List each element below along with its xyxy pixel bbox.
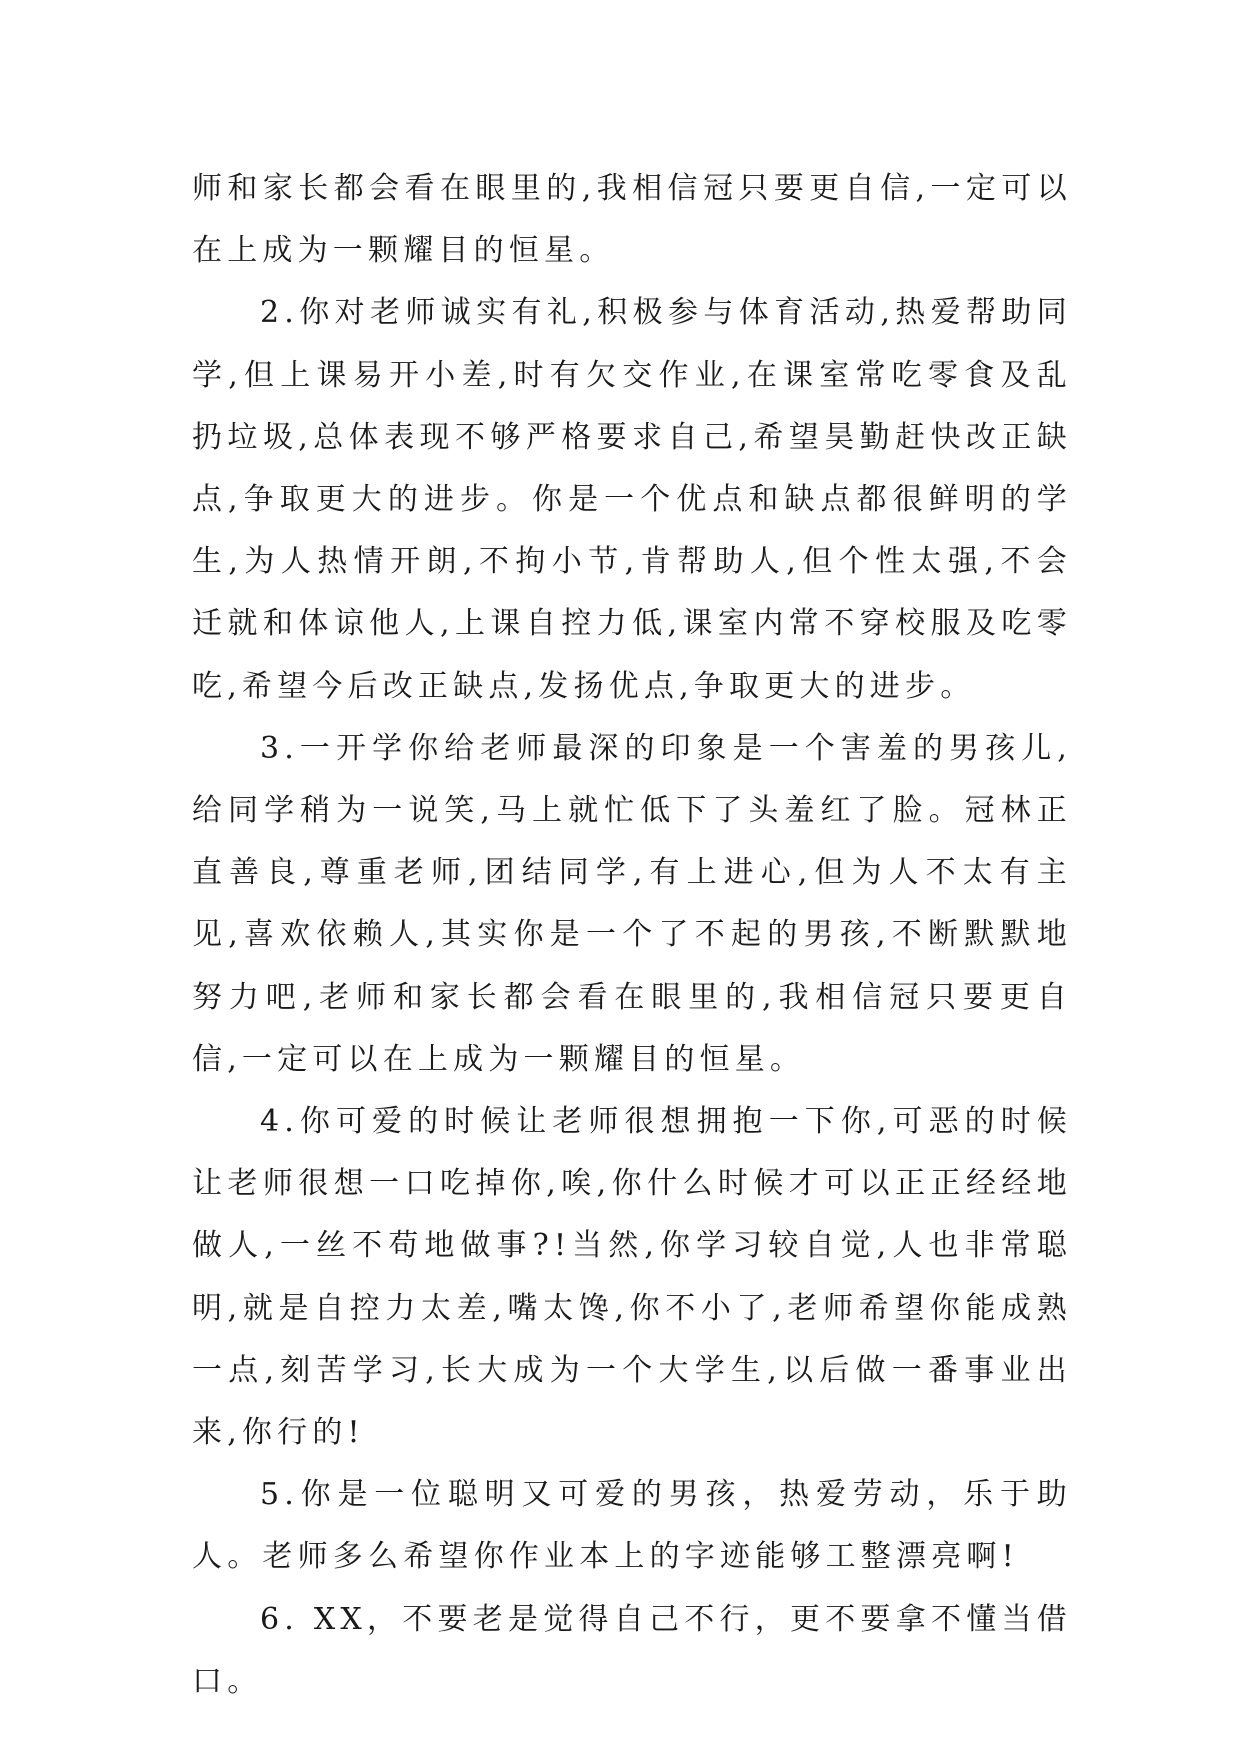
paragraph-comment-5: 5.你是一位聪明又可爱的男孩，热爱劳动，乐于助人。老师多么希望你作业本上的字迹能够工整漂亮啊! xyxy=(192,1477,1072,1575)
paragraph-comment-4: 4.你可爱的时候让老师很想拥抱一下你,可恶的时候让老师很想一口吃掉你,唉,你什么时候才可以正正经经地做人,一丝不苟地做事?!当然,你学习较自觉,人也非常聪明,就是自控力太差,嘴太馋,你不小了,老师希望你能成熟一点,刻苦学习,长大成为一个大学生,以后做一番事业出来,你行的! xyxy=(192,1104,1072,1451)
document-body xyxy=(192,158,1072,1713)
paragraph-comment-3: 3.一开学你给老师最深的印象是一个害羞的男孩儿,给同学稍为一说笑,马上就忙低下了头羞红了脸。冠林正直善良,尊重老师,团结同学,有上进心,但为人不太有主见,喜欢依赖人,其实你是一个了不起的男孩,不断默默地努力吧,老师和家长都会看在眼里的,我相信冠只要更自信,一定可以在上成为一颗耀目的恒星。 xyxy=(192,730,1072,1077)
paragraph-continued: 师和家长都会看在眼里的,我相信冠只要更自信,一定可以在上成为一颗耀目的恒星。 xyxy=(192,171,1072,269)
paragraph-comment-2: 2.你对老师诚实有礼,积极参与体育活动,热爱帮助同学,但上课易开小差,时有欠交作业,在课室常吃零食及乱扔垃圾,总体表现不够严格要求自己,希望昊勤赶快改正缺点,争取更大的进步。你是一个优点和缺点都很鲜明的学生,为人热情开朗,不拘小节,肯帮助人,但个性太强,不会迁就和体谅他人,上课自控力低,课室内常不穿校服及吃零吃,希望今后改正缺点,发扬优点,争取更大的进步。 xyxy=(192,295,1072,704)
paragraph-comment-6: 6. XX，不要老是觉得自己不行，更不要拿不懂当借口。 xyxy=(192,1601,1072,1699)
